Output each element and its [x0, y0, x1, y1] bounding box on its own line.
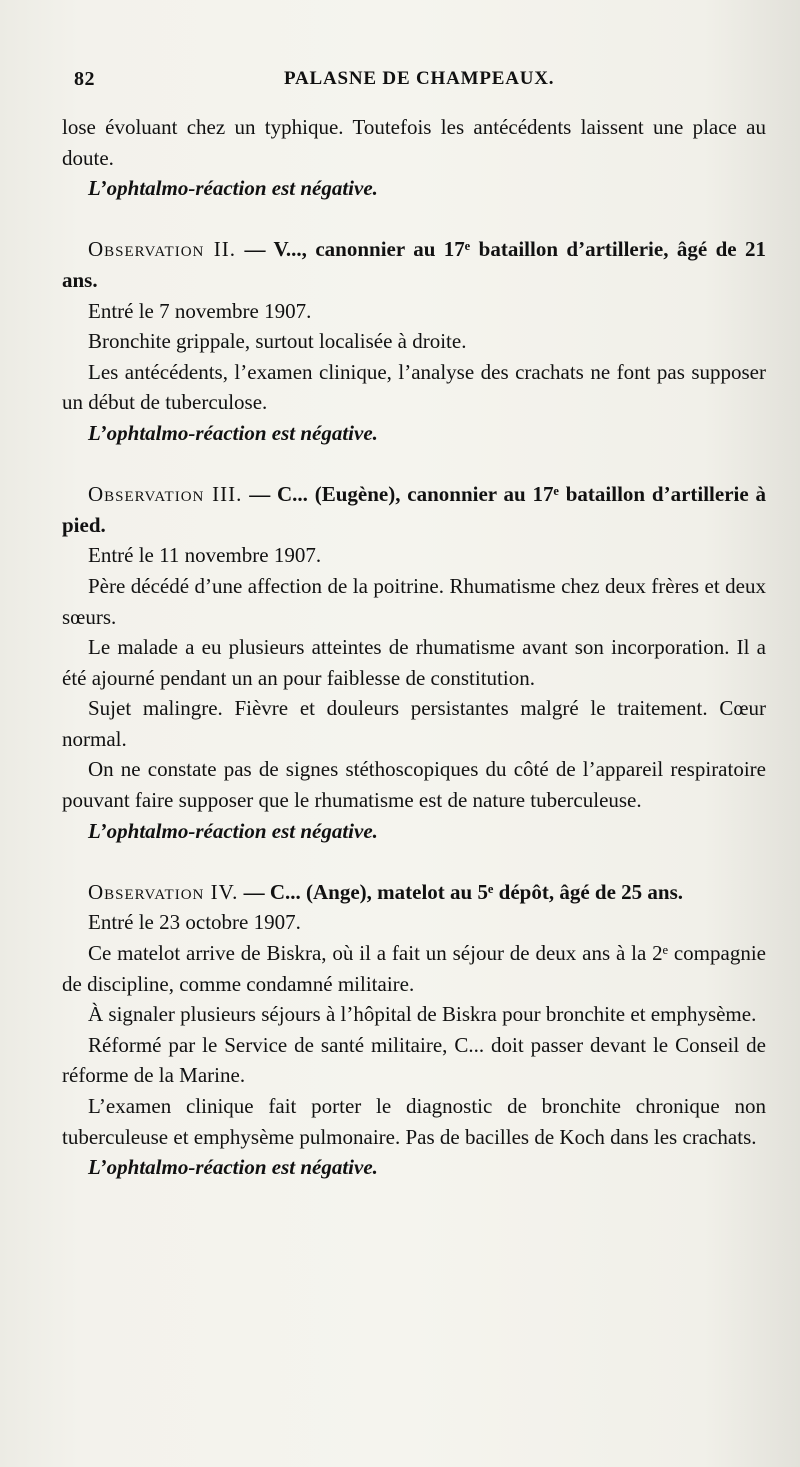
- paragraph: Père décédé d’une affection de la poitrine. Rhumatisme chez deux frères et deux sœurs.: [62, 573, 766, 629]
- paragraph: Les antécédents, l’examen clinique, l’analyse des crachats ne font pas supposer un début de tuberculose.: [62, 359, 766, 415]
- observation-heading-text: — V..., canonnier au 17ᵉ bataillon d’artillerie, âgé de 21 ans.: [62, 237, 766, 292]
- paragraph: Entré le 23 octobre 1907.: [88, 910, 301, 935]
- paragraph: Réformé par le Service de santé militaire, C... doit passer devant le Conseil de réforme de la Marine.: [62, 1032, 766, 1088]
- page-header: [74, 68, 724, 102]
- paragraph: Sujet malingre. Fièvre et douleurs persistantes malgré le traitement. Cœur normal.: [62, 696, 766, 751]
- conclusion-line: L’ophtalmo-réaction est négative.: [88, 420, 378, 445]
- paragraph: Ce matelot arrive de Biskra, où il a fait un séjour de deux ans à la 2ᵉ compagnie de discipline, comme condamné militaire.: [62, 941, 766, 996]
- paragraph: Entré le 11 novembre 1907.: [88, 543, 322, 568]
- observation-heading: [62, 877, 766, 908]
- body-text: [62, 112, 766, 1183]
- conclusion-line: L’ophtalmo-réaction est négative.: [88, 1155, 378, 1180]
- observation-label: Observation IV.: [88, 879, 239, 904]
- page-number: 82: [74, 68, 95, 90]
- paragraph: L’examen clinique fait porter le diagnostic de bronchite chronique non tuberculeuse et emphysème pulmonaire. Pas de bacilles de Koch dans les crachats.: [62, 1094, 766, 1149]
- paragraph: Entré le 7 novembre 1907.: [88, 298, 312, 323]
- observation-label: Observation II.: [88, 237, 237, 262]
- paragraph: Bronchite grippale, surtout localisée à droite.: [88, 329, 467, 354]
- paragraph: On ne constate pas de signes stéthoscopiques du côté de l’appareil respiratoire pouvant faire supposer que le rhumatisme est de nature tuberculeuse.: [62, 757, 766, 813]
- paragraph: Le malade a eu plusieurs atteintes de rhumatisme avant son incorporation. Il a été ajourné pendant un an pour faiblesse de constitution.: [62, 635, 766, 690]
- observation-heading-text: — C... (Ange), matelot au 5ᵉ dépôt, âgé de 25 ans.: [238, 879, 683, 904]
- conclusion-line: L’ophtalmo-réaction est négative.: [88, 176, 378, 201]
- paragraph: lose évoluant chez un typhique. Toutefois les antécédents laissent une place au doute.: [62, 115, 766, 170]
- observation-label: Observation III.: [88, 482, 243, 507]
- observation-heading-text: — C... (Eugène), canonnier au 17ᵉ bataillon d’artillerie à pied.: [62, 482, 766, 537]
- observation-heading: [62, 479, 766, 540]
- observation-heading: [62, 234, 766, 295]
- conclusion-line: L’ophtalmo-réaction est négative.: [88, 818, 378, 843]
- running-head: PALASNE DE CHAMPEAUX.: [284, 68, 555, 89]
- paragraph: À signaler plusieurs séjours à l’hôpital de Biskra pour bronchite et emphysème.: [88, 1002, 757, 1027]
